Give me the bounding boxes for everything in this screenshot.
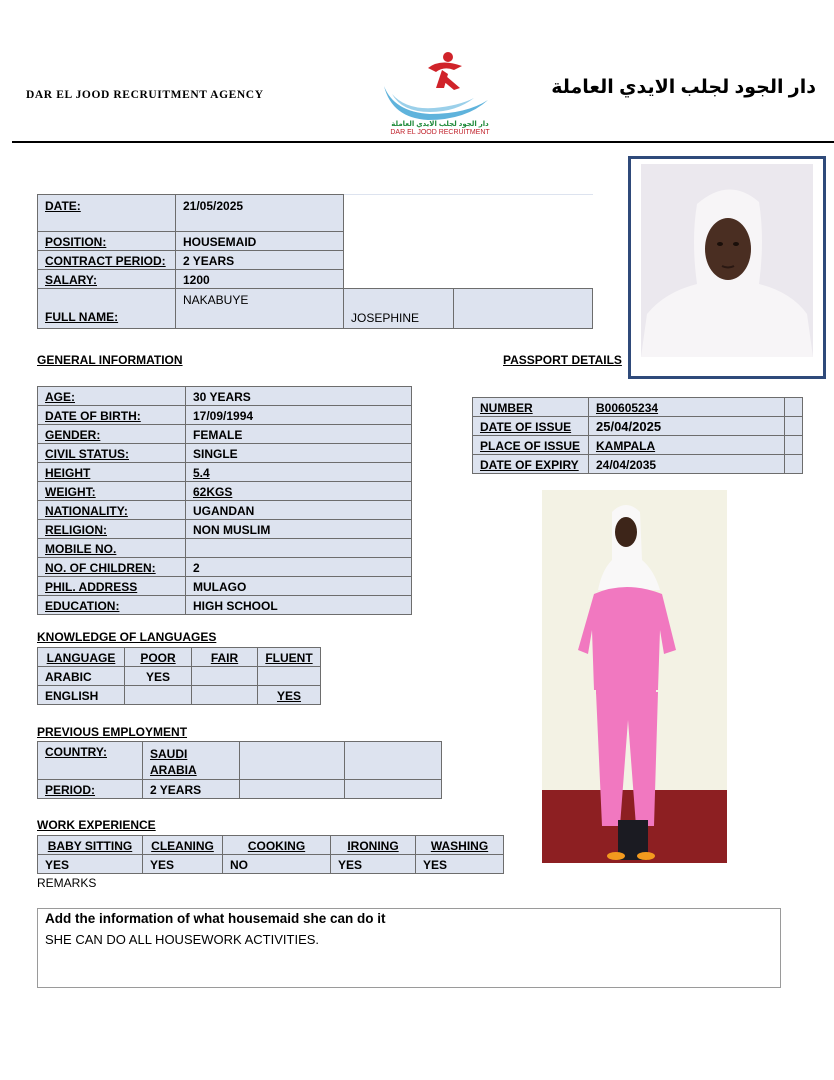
general-row-value: SINGLE <box>186 444 412 463</box>
header-divider <box>12 141 834 143</box>
country-label: COUNTRY: <box>45 745 107 759</box>
logo-text-arabic: دار الجود لجلب الايدي العاملة <box>391 121 489 128</box>
general-row-label: EDUCATION: <box>45 599 120 613</box>
passport-row-label: PLACE OF ISSUE <box>480 439 581 453</box>
general-row-label: RELIGION: <box>45 523 107 537</box>
date-label: DATE: <box>45 199 81 213</box>
language-name: ARABIC <box>38 667 125 686</box>
work-column-header: IRONING <box>347 839 399 853</box>
salary-value: 1200 <box>176 270 344 289</box>
passport-row-value: 25/04/2025 <box>589 417 785 436</box>
language-level-cell <box>258 667 321 686</box>
passport-table <box>472 397 803 474</box>
passport-row-label: NUMBER <box>480 401 533 415</box>
general-row-label: WEIGHT: <box>45 485 96 499</box>
first-name-value: JOSEPHINE <box>344 289 454 329</box>
country-value-line2: ARABIA <box>150 763 197 777</box>
general-row-label: AGE: <box>45 390 75 404</box>
work-value-cell: YES <box>331 855 416 874</box>
agency-logo <box>370 48 510 140</box>
full-body-photo <box>542 490 727 863</box>
portrait-photo <box>628 156 826 379</box>
general-row-value: 5.4 <box>193 466 210 480</box>
work-value-cell: YES <box>416 855 504 874</box>
general-row-label: GENDER: <box>45 428 101 442</box>
contract-label: CONTRACT PERIOD: <box>45 254 166 268</box>
language-level-cell <box>192 686 258 705</box>
agency-name-arabic: دار الجود لجلب الايدي العاملة <box>551 77 816 98</box>
date-value: 21/05/2025 <box>176 195 344 232</box>
general-row-value <box>186 539 412 558</box>
language-level-cell <box>192 667 258 686</box>
general-row-value: HIGH SCHOOL <box>186 596 412 615</box>
position-value: HOUSEMAID <box>176 232 344 251</box>
language-name: ENGLISH <box>38 686 125 705</box>
general-row-value: 30 YEARS <box>186 387 412 406</box>
language-column-header: LANGUAGE <box>46 651 116 665</box>
general-row-label: HEIGHT <box>45 466 91 480</box>
work-column-header: WASHING <box>430 839 489 853</box>
language-level-cell: YES <box>125 667 192 686</box>
work-experience-table <box>37 835 504 874</box>
remarks-title: Add the information of what housemaid she can do it <box>45 911 386 926</box>
logo-text-english: DAR EL JOOD RECRUITMENT <box>390 129 490 136</box>
period-label: PERIOD: <box>45 783 96 797</box>
country-value-line1: SAUDI <box>150 747 188 761</box>
general-row-label: PHIL. ADDRESS <box>45 580 138 594</box>
general-row-value: 2 <box>186 558 412 577</box>
summary-table <box>37 194 593 329</box>
salary-label: SALARY: <box>45 273 97 287</box>
general-row-label: NATIONALITY: <box>45 504 128 518</box>
general-row-label: CIVIL STATUS: <box>45 447 129 461</box>
general-row-value: MULAGO <box>186 577 412 596</box>
remarks-box <box>37 908 781 988</box>
passport-row-value: KAMPALA <box>596 439 656 453</box>
person-portrait-image <box>641 164 813 357</box>
general-row-value: FEMALE <box>186 425 412 444</box>
general-info-table <box>37 386 412 615</box>
passport-row-value: 24/04/2035 <box>589 455 785 474</box>
passport-row-label: DATE OF ISSUE <box>480 420 572 434</box>
general-row-label: DATE OF BIRTH: <box>45 409 141 423</box>
fair-column-header: FAIR <box>210 651 239 665</box>
general-row-value: UGANDAN <box>186 501 412 520</box>
passport-row-label: DATE OF EXPIRY <box>480 458 579 472</box>
fluent-column-header: FLUENT <box>265 651 313 665</box>
general-row-label: NO. OF CHILDREN: <box>45 561 156 575</box>
work-value-cell: YES <box>143 855 223 874</box>
work-column-header: CLEANING <box>151 839 214 853</box>
work-experience-heading: WORK EXPERIENCE <box>37 818 156 832</box>
languages-heading: KNOWLEDGE OF LANGUAGES <box>37 630 217 644</box>
general-info-heading: GENERAL INFORMATION <box>37 353 183 367</box>
general-row-value: 17/09/1994 <box>186 406 412 425</box>
surname-value: NAKABUYE <box>176 289 344 329</box>
position-label: POSITION: <box>45 235 107 249</box>
general-row-value: 62KGS <box>193 485 233 499</box>
period-value: 2 YEARS <box>143 780 240 799</box>
remarks-label: REMARKS <box>37 876 97 890</box>
work-column-header: COOKING <box>247 839 306 853</box>
employment-table <box>37 741 442 799</box>
employment-heading: PREVIOUS EMPLOYMENT <box>37 725 188 739</box>
general-row-value: NON MUSLIM <box>186 520 412 539</box>
work-value-cell: NO <box>223 855 331 874</box>
language-level-cell <box>125 686 192 705</box>
person-full-body-image <box>542 490 727 863</box>
passport-row-value: B00605234 <box>596 401 659 415</box>
work-value-cell: YES <box>38 855 143 874</box>
languages-table <box>37 647 321 705</box>
language-level-cell: YES <box>276 689 301 703</box>
remarks-text: SHE CAN DO ALL HOUSEWORK ACTIVITIES. <box>45 932 320 947</box>
full-name-label: FULL NAME: <box>45 310 119 324</box>
poor-column-header: POOR <box>140 651 176 665</box>
work-column-header: BABY SITTING <box>47 839 133 853</box>
passport-heading: PASSPORT DETAILS <box>503 353 622 367</box>
agency-name-english: DAR EL JOOD RECRUITMENT AGENCY <box>26 89 264 101</box>
contract-value: 2 YEARS <box>176 251 344 270</box>
general-row-label: MOBILE NO. <box>45 542 117 556</box>
